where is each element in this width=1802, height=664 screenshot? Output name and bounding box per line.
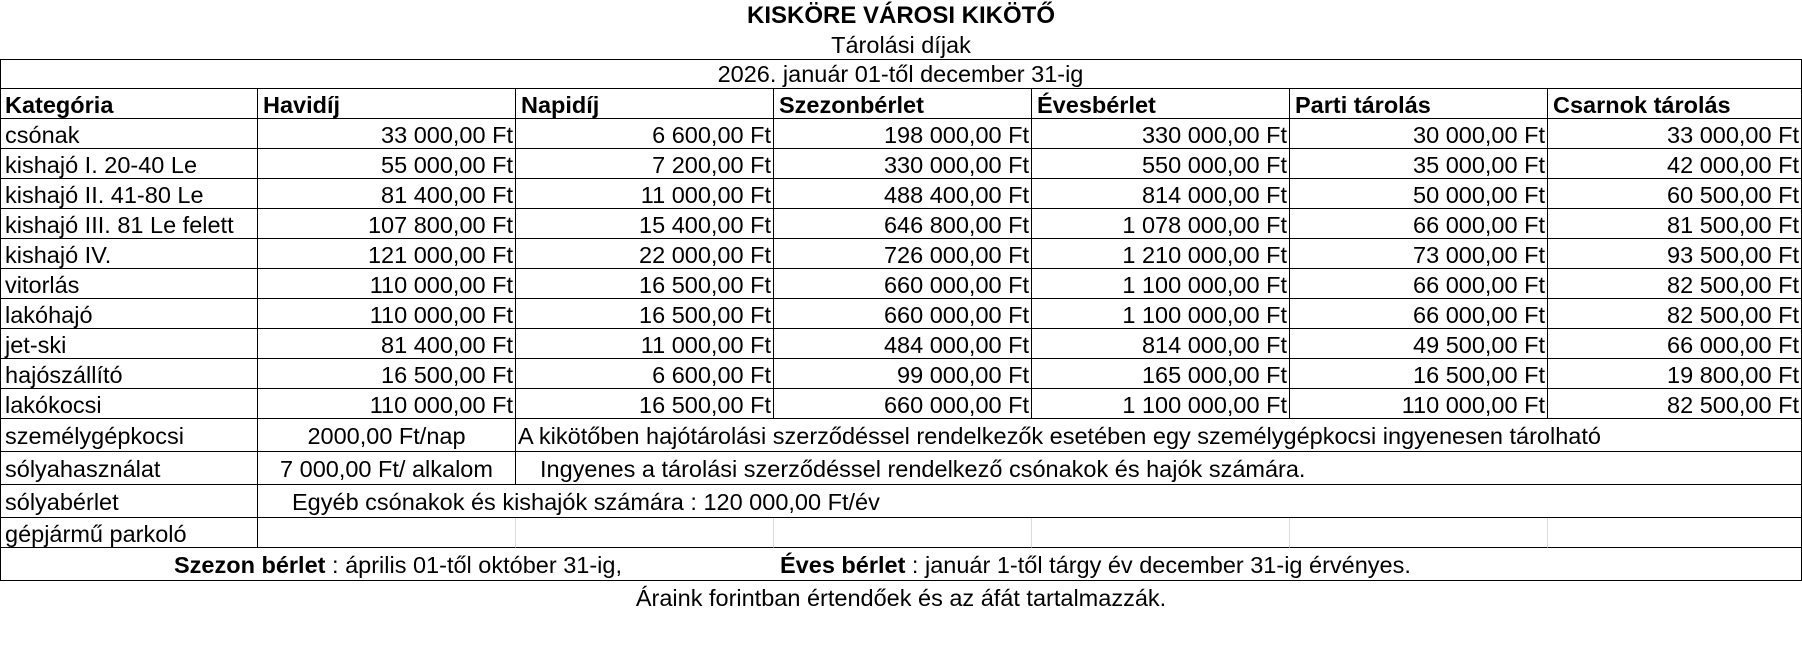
price-cell: 488 400,00 Ft [774, 179, 1032, 209]
price-cell: 82 500,00 Ft [1548, 299, 1802, 329]
empty-cell [1290, 518, 1548, 548]
price-cell: 60 500,00 Ft [1548, 179, 1802, 209]
price-cell: 81 400,00 Ft [258, 329, 516, 359]
row-category: kishajó IV. [0, 239, 258, 269]
table-row [0, 269, 1802, 299]
extra-row-car [0, 419, 1802, 452]
row-category: kishajó I. 20-40 Le [0, 149, 258, 179]
table-row [0, 239, 1802, 269]
column-header-season: Szezonbérlet [774, 89, 1032, 119]
price-cell: 82 500,00 Ft [1548, 389, 1802, 419]
extra-row-ramp-rent [0, 485, 1802, 518]
row-category: kishajó III. 81 Le felett [0, 209, 258, 239]
price-cell: 1 078 000,00 Ft [1032, 209, 1290, 239]
price-cell: 73 000,00 Ft [1290, 239, 1548, 269]
price-cell: 50 000,00 Ft [1290, 179, 1548, 209]
price-cell: 55 000,00 Ft [258, 149, 516, 179]
footer-validity-row [0, 548, 1802, 581]
price-cell: 42 000,00 Ft [1548, 149, 1802, 179]
car-note: A kikötőben hajótárolási szerződéssel rendelkezők esetében egy személygépkocsi ingyenesen tárolható [516, 419, 1802, 452]
row-category: jet-ski [0, 329, 258, 359]
price-cell: 198 000,00 Ft [774, 119, 1032, 149]
price-cell: 66 000,00 Ft [1290, 299, 1548, 329]
page-subtitle: Tárolási díjak [831, 32, 971, 58]
price-cell: 16 500,00 Ft [516, 299, 774, 329]
car-price: 2000,00 Ft/nap [258, 419, 516, 452]
extra-row-parking [0, 518, 1802, 548]
footer-note-row [0, 581, 1802, 612]
row-category: lakóhajó [0, 299, 258, 329]
price-cell: 30 000,00 Ft [1290, 119, 1548, 149]
row-category: gépjármű parkoló [0, 518, 258, 548]
price-cell: 16 500,00 Ft [516, 389, 774, 419]
price-cell: 66 000,00 Ft [1290, 209, 1548, 239]
price-cell: 814 000,00 Ft [1032, 179, 1290, 209]
season-info [174, 548, 622, 581]
table-row [0, 119, 1802, 149]
table-row [0, 149, 1802, 179]
price-cell: 33 000,00 Ft [1548, 119, 1802, 149]
price-cell: 82 500,00 Ft [1548, 269, 1802, 299]
price-cell: 81 400,00 Ft [258, 179, 516, 209]
table-row [0, 179, 1802, 209]
ramp-price: 7 000,00 Ft/ alkalom [258, 452, 516, 485]
price-cell: 330 000,00 Ft [1032, 119, 1290, 149]
price-cell: 165 000,00 Ft [1032, 359, 1290, 389]
price-cell: 16 500,00 Ft [516, 269, 774, 299]
price-cell: 1 100 000,00 Ft [1032, 389, 1290, 419]
validity-period: 2026. január 01-től december 31-ig [0, 59, 1802, 89]
price-cell: 660 000,00 Ft [774, 299, 1032, 329]
row-category: lakókocsi [0, 389, 258, 419]
column-header-shore-storage: Parti tárolás [1290, 89, 1548, 119]
price-cell: 33 000,00 Ft [258, 119, 516, 149]
ramp-note: Ingyenes a tárolási szerződéssel rendelkező csónakok és hajók számára. [516, 452, 1802, 485]
row-category: sólyahasználat [0, 452, 258, 485]
column-header-daily: Napidíj [516, 89, 774, 119]
annual-text: : január 1-től tárgy év december 31-ig érvényes. [905, 552, 1411, 578]
empty-cell [1032, 518, 1290, 548]
column-header-annual: Évesbérlet [1032, 89, 1290, 119]
price-cell: 1 100 000,00 Ft [1032, 269, 1290, 299]
column-header-monthly: Havidíj [258, 89, 516, 119]
price-cell: 6 600,00 Ft [516, 359, 774, 389]
table-row [0, 389, 1802, 419]
row-category: sólyabérlet [0, 485, 258, 518]
price-cell: 1 100 000,00 Ft [1032, 299, 1290, 329]
price-cell: 6 600,00 Ft [516, 119, 774, 149]
price-cell: 330 000,00 Ft [774, 149, 1032, 179]
period-row [0, 59, 1802, 89]
price-cell: 81 500,00 Ft [1548, 209, 1802, 239]
row-category: kishajó II. 41-80 Le [0, 179, 258, 209]
empty-cell [774, 518, 1032, 548]
price-cell: 66 000,00 Ft [1290, 269, 1548, 299]
price-cell: 550 000,00 Ft [1032, 149, 1290, 179]
price-cell: 660 000,00 Ft [774, 389, 1032, 419]
price-cell: 646 800,00 Ft [774, 209, 1032, 239]
price-cell: 22 000,00 Ft [516, 239, 774, 269]
extra-row-ramp [0, 452, 1802, 485]
row-category: vitorlás [0, 269, 258, 299]
footer-note: Áraink forintban értendőek és az áfát tartalmazzák. [635, 585, 1167, 611]
row-category: hajószállító [0, 359, 258, 389]
table-header [0, 89, 1802, 119]
season-label: Szezon bérlet [174, 552, 326, 578]
subtitle-row [0, 30, 1802, 59]
price-cell: 7 200,00 Ft [516, 149, 774, 179]
price-cell: 110 000,00 Ft [258, 389, 516, 419]
footer-validity [0, 548, 1802, 581]
price-cell: 16 500,00 Ft [1290, 359, 1548, 389]
price-cell: 16 500,00 Ft [258, 359, 516, 389]
empty-cell [1548, 518, 1802, 548]
table-row [0, 299, 1802, 329]
empty-cell [258, 518, 516, 548]
price-cell: 99 000,00 Ft [774, 359, 1032, 389]
season-text: : április 01-től október 31-ig, [325, 552, 622, 578]
price-cell: 11 000,00 Ft [516, 179, 774, 209]
price-cell: 66 000,00 Ft [1548, 329, 1802, 359]
price-cell: 110 000,00 Ft [258, 269, 516, 299]
price-cell: 121 000,00 Ft [258, 239, 516, 269]
price-cell: 660 000,00 Ft [774, 269, 1032, 299]
table-row [0, 359, 1802, 389]
row-category: csónak [0, 119, 258, 149]
price-cell: 110 000,00 Ft [258, 299, 516, 329]
price-cell: 93 500,00 Ft [1548, 239, 1802, 269]
price-cell: 15 400,00 Ft [516, 209, 774, 239]
price-cell: 814 000,00 Ft [1032, 329, 1290, 359]
price-cell: 484 000,00 Ft [774, 329, 1032, 359]
table-row [0, 329, 1802, 359]
table-row [0, 209, 1802, 239]
empty-cell [516, 518, 774, 548]
column-header-hall-storage: Csarnok tárolás [1548, 89, 1802, 119]
price-cell: 19 800,00 Ft [1548, 359, 1802, 389]
price-cell: 1 210 000,00 Ft [1032, 239, 1290, 269]
page-title: KISKÖRE VÁROSI KIKÖTŐ [746, 2, 1056, 29]
price-cell: 726 000,00 Ft [774, 239, 1032, 269]
title-row [0, 0, 1802, 30]
annual-label: Éves bérlet [780, 552, 906, 578]
row-category: személygépkocsi [0, 419, 258, 452]
price-cell: 11 000,00 Ft [516, 329, 774, 359]
price-cell: 49 500,00 Ft [1290, 329, 1548, 359]
annual-info [780, 548, 1411, 581]
ramp-rent-note: Egyéb csónakok és kishajók számára : 120 000,00 Ft/év [258, 485, 1802, 518]
price-cell: 110 000,00 Ft [1290, 389, 1548, 419]
price-cell: 107 800,00 Ft [258, 209, 516, 239]
price-cell: 35 000,00 Ft [1290, 149, 1548, 179]
column-header-category: Kategória [0, 89, 258, 119]
